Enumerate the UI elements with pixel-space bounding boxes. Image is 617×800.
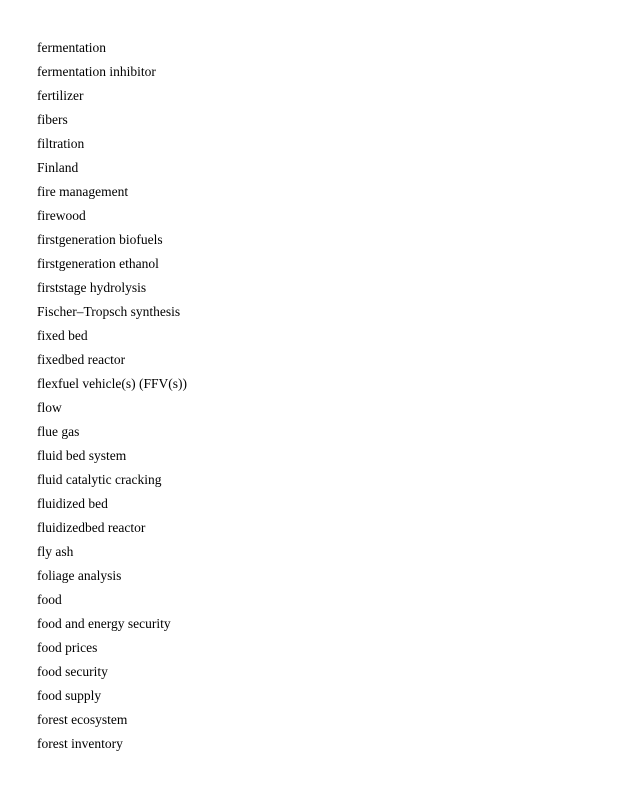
index-term: fixedbed reactor: [37, 352, 126, 367]
index-term: fermentation: [37, 40, 106, 55]
index-term: Finland: [37, 160, 79, 175]
index-term: fluid bed system: [37, 448, 127, 463]
index-term: fluid catalytic cracking: [37, 472, 162, 487]
index-term: food prices: [37, 640, 98, 655]
index-term: food supply: [37, 688, 102, 703]
index-term: fly ash: [37, 544, 74, 559]
index-term: fixed bed: [37, 328, 88, 343]
index-term: firewood: [37, 208, 86, 223]
index-term: flow: [37, 400, 62, 415]
index-term: Fischer–Tropsch synthesis: [37, 304, 181, 319]
index-term: firstgeneration ethanol: [37, 256, 159, 271]
index-term: fertilizer: [37, 88, 84, 103]
index-term: fire management: [37, 184, 129, 199]
index-term-list: [37, 36, 187, 756]
index-term: flexfuel vehicle(s) (FFV(s)): [37, 376, 187, 391]
index-term: fluidizedbed reactor: [37, 520, 146, 535]
index-term: filtration: [37, 136, 85, 151]
index-term: firstgeneration biofuels: [37, 232, 163, 247]
index-term: forest inventory: [37, 736, 123, 751]
index-term: flue gas: [37, 424, 80, 439]
index-term: firststage hydrolysis: [37, 280, 147, 295]
index-term: food and energy security: [37, 616, 171, 631]
index-term: food security: [37, 664, 108, 679]
index-term: fluidized bed: [37, 496, 108, 511]
index-term: forest ecosystem: [37, 712, 128, 727]
index-term: food: [37, 592, 62, 607]
index-term: fermentation inhibitor: [37, 64, 156, 79]
index-term: fibers: [37, 112, 68, 127]
index-term: foliage analysis: [37, 568, 122, 583]
